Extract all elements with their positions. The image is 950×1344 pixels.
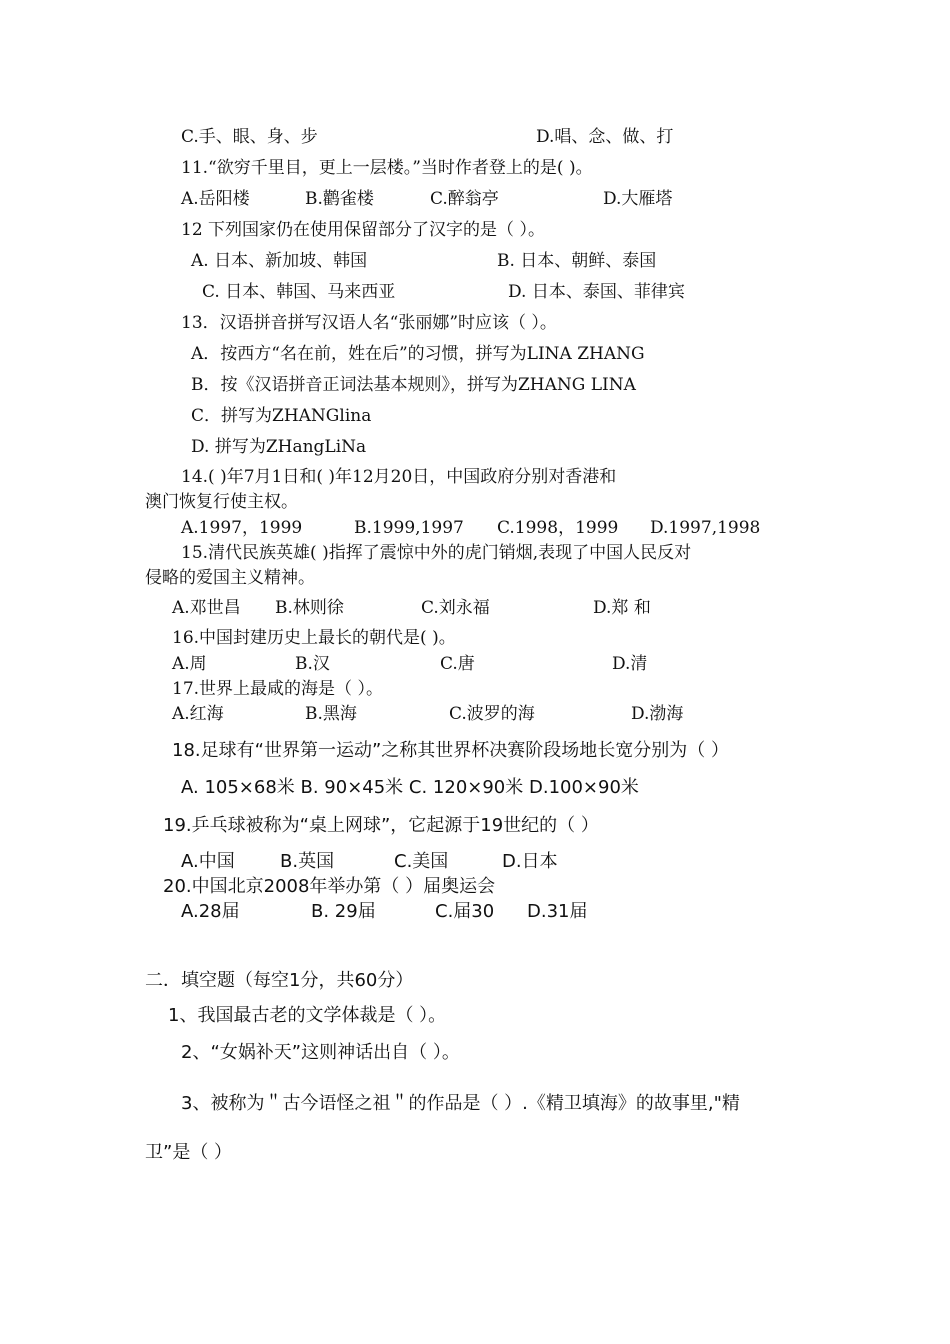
question-11: 11.“欲穷千里目，更上一层楼。”当时作者登上的是( )。 bbox=[181, 158, 593, 178]
q16-option-d: D.清 bbox=[612, 654, 648, 674]
q19-option-b: B.英国 bbox=[280, 851, 335, 872]
question-17: 17.世界上最咸的海是（ ）。 bbox=[172, 679, 383, 699]
q20-option-d: D.31届 bbox=[527, 901, 588, 922]
q11-option-d: D.大雁塔 bbox=[603, 189, 673, 209]
q11-option-b: B.鹳雀楼 bbox=[305, 189, 374, 209]
question-19: 19.乒乓球被称为“桌上网球”，它起源于19世纪的（ ） bbox=[163, 815, 599, 836]
q20-option-c: C.届30 bbox=[435, 901, 495, 922]
question-15-line-1: 15.清代民族英雄( )指挥了震惊中外的虎门销烟,表现了中国人民反对 bbox=[181, 543, 692, 563]
q10-option-c: C.手、眼、身、步 bbox=[181, 127, 318, 147]
q17-option-c: C.波罗的海 bbox=[449, 704, 535, 724]
question-18: 18.足球有“世界第一运动”之称其世界杯决赛阶段场地长宽分别为（ ） bbox=[172, 740, 729, 761]
fill-question-1: 1、我国最古老的文学体裁是（ ）。 bbox=[168, 1005, 447, 1026]
fill-question-2: 2、“女娲补天”这则神话出自（ ）。 bbox=[181, 1042, 460, 1063]
q19-option-c: C.美国 bbox=[394, 851, 449, 872]
q14-option-d: D.1997,1998 bbox=[650, 518, 761, 538]
q13-option-b: B．按《汉语拼音正词法基本规则》，拼写为ZHANG LINA bbox=[191, 375, 636, 395]
q17-option-d: D.渤海 bbox=[631, 704, 684, 724]
q18-options: A. 105×68米 B. 90×45米 C. 120×90米 D.100×90米 bbox=[181, 777, 639, 798]
q10-option-d: D.唱、念、做、打 bbox=[536, 127, 674, 147]
q15-option-a: A.邓世昌 bbox=[172, 598, 241, 618]
fill-question-3-line-1: 3、被称为＂古今语怪之祖＂的作品是（ ）.《精卫填海》的故事里,"精 bbox=[181, 1093, 740, 1114]
q11-option-a: A.岳阳楼 bbox=[181, 189, 250, 209]
q13-option-a: A．按西方“名在前，姓在后”的习惯，拼写为LINA ZHANG bbox=[191, 344, 645, 364]
q15-option-b: B.林则徐 bbox=[275, 598, 344, 618]
q13-option-c: C．拼写为ZHANGlina bbox=[191, 406, 372, 426]
question-13: 13．汉语拼音拼写汉语人名“张丽娜”时应该（ ）。 bbox=[181, 313, 557, 333]
question-20: 20.中国北京2008年举办第（ ）届奥运会 bbox=[163, 876, 496, 897]
q12-option-a: A. 日本、新加坡、韩国 bbox=[191, 251, 368, 271]
q12-option-b: B. 日本、朝鲜、泰国 bbox=[497, 251, 657, 271]
q12-option-c: C. 日本、韩国、马来西亚 bbox=[202, 282, 396, 302]
q15-option-d: D.郑 和 bbox=[593, 598, 651, 618]
q13-option-d: D. 拼写为ZHangLiNa bbox=[191, 437, 367, 457]
q12-option-d: D. 日本、泰国、菲律宾 bbox=[508, 282, 685, 302]
question-14-line-2: 澳门恢复行使主权。 bbox=[145, 492, 298, 512]
q16-option-a: A.周 bbox=[172, 654, 207, 674]
question-15-line-2: 侵略的爱国主义精神。 bbox=[145, 568, 315, 588]
question-12: 12 下列国家仍在使用保留部分了汉字的是（ ）。 bbox=[181, 220, 545, 240]
section-2-heading: 二．填空题（每空1分，共60分） bbox=[145, 970, 414, 991]
q15-option-c: C.刘永福 bbox=[421, 598, 490, 618]
q14-option-c: C.1998，1999 bbox=[497, 518, 619, 538]
q20-option-a: A.28届 bbox=[181, 901, 240, 922]
fill-question-3-line-2: 卫”是（ ） bbox=[145, 1142, 233, 1163]
q14-option-b: B.1999,1997 bbox=[354, 518, 464, 538]
q16-option-c: C.唐 bbox=[440, 654, 475, 674]
q17-option-b: B.黑海 bbox=[305, 704, 357, 724]
question-14-line-1: 14.( )年7月1日和( )年12月20日，中国政府分别对香港和 bbox=[181, 467, 617, 487]
q19-option-a: A.中国 bbox=[181, 851, 235, 872]
q11-option-c: C.醉翁亭 bbox=[430, 189, 499, 209]
q14-option-a: A.1997，1999 bbox=[181, 518, 303, 538]
q20-option-b: B. 29届 bbox=[311, 901, 376, 922]
q17-option-a: A.红海 bbox=[172, 704, 224, 724]
question-16: 16.中国封建历史上最长的朝代是( )。 bbox=[172, 628, 456, 648]
q16-option-b: B.汉 bbox=[295, 654, 330, 674]
q19-option-d: D.日本 bbox=[502, 851, 558, 872]
